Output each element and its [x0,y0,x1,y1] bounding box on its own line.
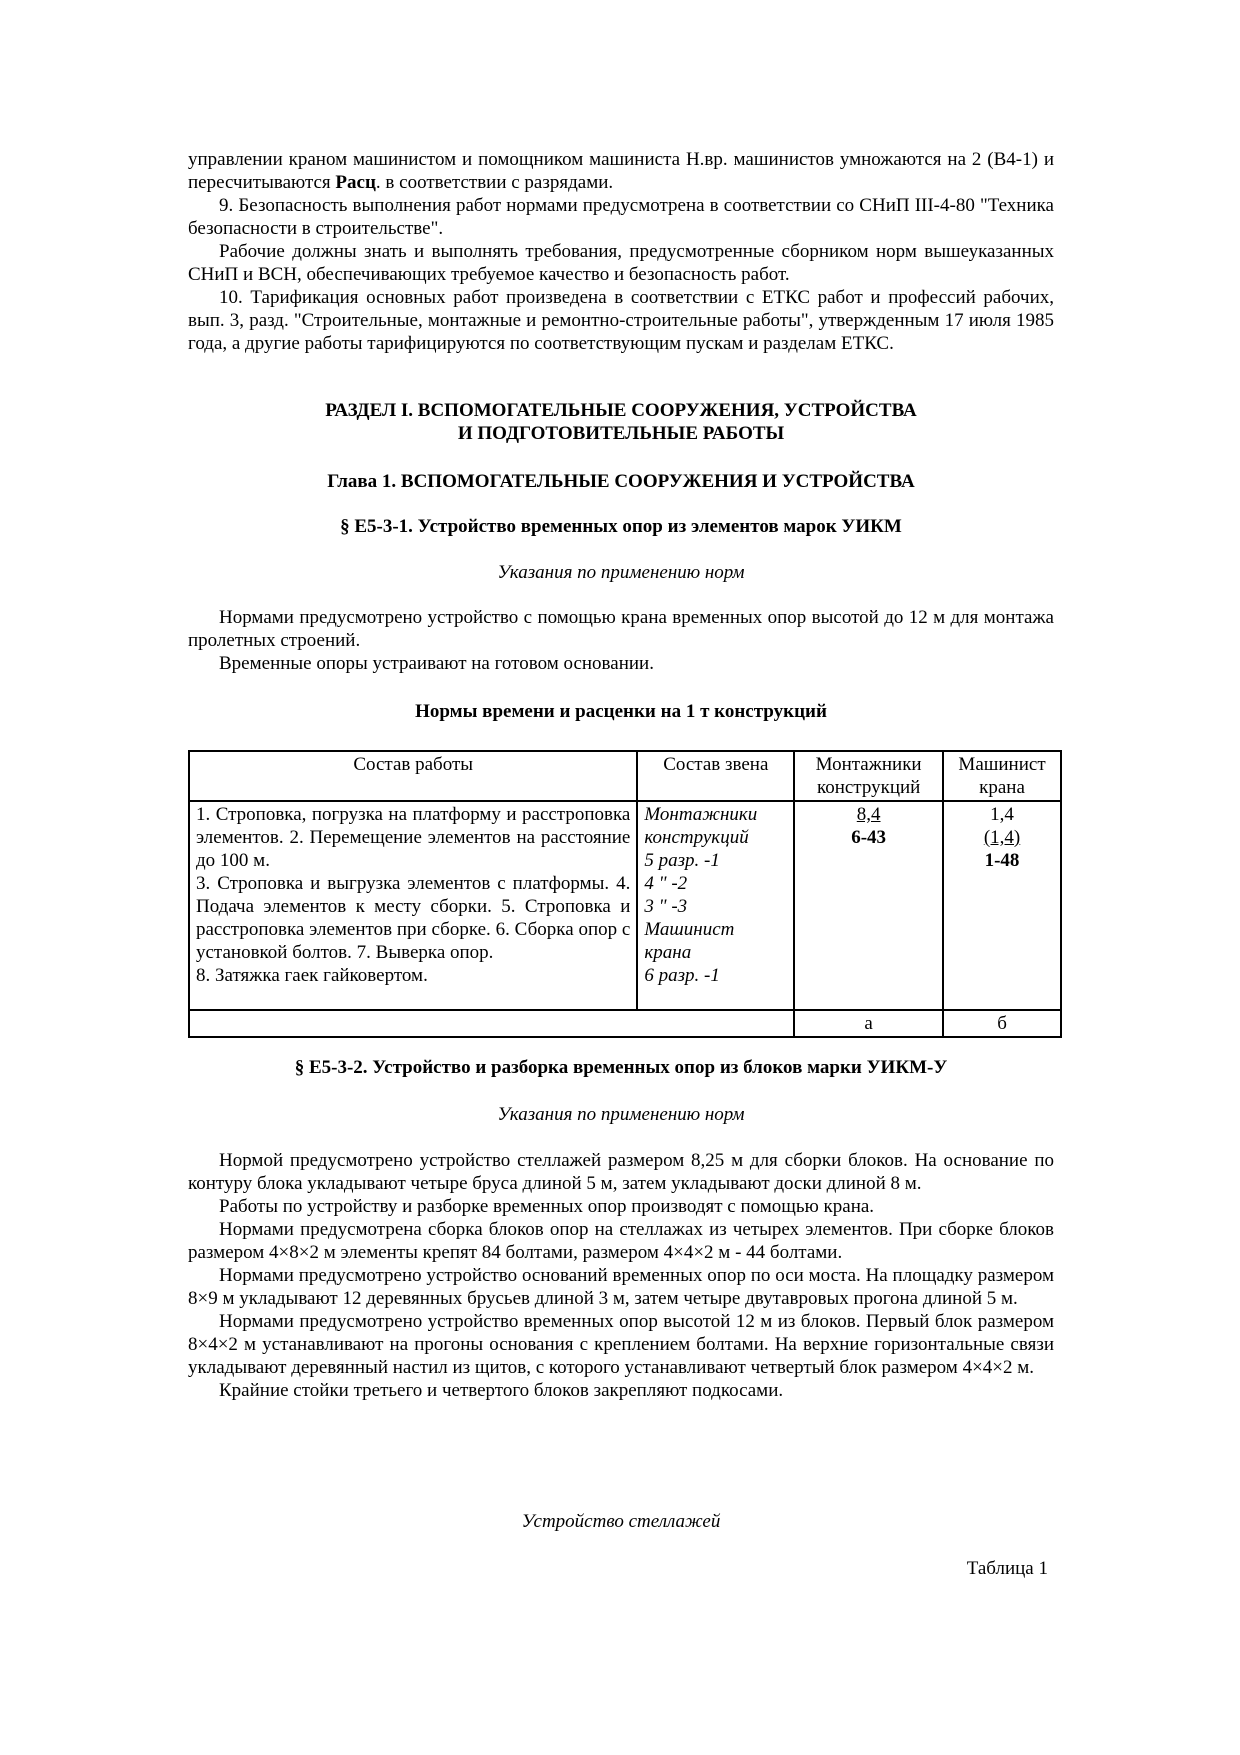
table-row [189,801,1061,1010]
paragraph-2-text-2: Работы по устройству и разборке временных опор производят с помощью крана. [219,1196,875,1217]
paragraph-2-body [188,1149,1054,1402]
paragraph-2-subtitle: Указания по применению норм [497,1104,745,1125]
chapter-heading: Глава 1. ВСПОМОГАТЕЛЬНЫЕ СООРУЖЕНИЯ И УСТРОЙСТВА [327,471,915,492]
section-heading: РАЗДЕЛ I. ВСПОМОГАТЕЛЬНЫЕ СООРУЖЕНИЯ, УСТРОЙСТВА И ПОДГОТОВИТЕЛЬНЫЕ РАБОТЫ [325,400,917,444]
paragraph-1-subtitle: Указания по применению норм [497,562,745,583]
mash-values-cell [943,801,1061,1010]
mash-norm-time-2: (1,4) [983,827,1021,848]
paragraph-2-text-5: Нормами предусмотрено устройство временных опор высотой 12 м из блоков. Первый блок размером 8×4×2 м устанавливают на прогоны основания с креплением болтами. На верхние горизонтальные связи укладывают деревянный настил из щитов, с которого устанавливают четвертый блок размером 4×4×2 м. [188,1311,1054,1378]
mash-norm-time: 1,4 [990,804,1014,825]
norms-table [188,750,1062,1038]
work-line-2: 3. Строповка и выгрузка элементов с платформы. 4. Подача элементов к месту сборки. 5. Строповка и расстроповка элементов при сборке. 6. Сборка опор с установкой болтов. 7. Выверка опор. [196,873,631,963]
index-empty-cell [189,1010,794,1037]
paragraph-2-text-4: Нормами предусмотрено устройство оснований временных опор по оси моста. На площадку размером 8×9 м укладывают 12 деревянных брусьев длиной 3 м, затем четыре двутавровых прогона длиной 5 м. [188,1265,1054,1309]
intro-paragraph-3: Рабочие должны знать и выполнять требования, предусмотренные сборником норм вышеуказанных СНиП и ВСН, обеспечивающих требуемое качество и безопасность работ. [188,241,1054,285]
header-crew: Состав звена [637,751,794,801]
montazh-rate: 6-43 [851,827,887,848]
table-label: Таблица 1 [966,1558,1048,1579]
intro-paragraph-2: 9. Безопасность выполнения работ нормами предусмотрена в соответствии со СНиП III-4-80 "Техника безопасности в строительстве". [188,195,1054,239]
paragraph-1-title: § Е5-3-1. Устройство временных опор из элементов марок УИКМ [340,516,902,537]
intro-block [188,148,1054,355]
paragraph-1-body [188,606,1054,675]
intro-paragraph-1: управлении краном машинистом и помощником машиниста Н.вр. машинистов умножаются на 2 (В4-1) и пересчитываются Расц. в соответствии с разрядами. [188,149,1054,193]
paragraph-1-text-1: Нормами предусмотрено устройство с помощью крана временных опор высотой до 12 м для монтажа пролетных строений. [188,607,1054,651]
work-line-1: 1. Строповка, погрузка на платформу и расстроповка элементов. 2. Перемещение элементов на расстояние до 100 м. [196,804,631,871]
intro-paragraph-4: 10. Тарификация основных работ произведена в соответствии с ЕТКС работ и профессий рабочих, вып. 3, разд. "Строительные, монтажные и ремонтно-строительные работы", утвержденным 17 июля 1985 года, а другие работы тарифицируются по соответствующим пускам и разделам ЕТКС. [188,287,1054,354]
paragraph-2-text-1: Нормой предусмотрено устройство стеллажей размером 8,25 м для сборки блоков. На основание по контуру блока укладывают четыре бруса длиной 5 м, затем укладывают доски длиной 8 м. [188,1150,1054,1194]
paragraph-2-text-6: Крайние стойки третьего и четвертого блоков закрепляют подкосами. [219,1380,784,1401]
header-work: Состав работы [189,751,637,801]
table-title: Нормы времени и расценки на 1 т конструкций [415,701,827,722]
montazh-values-cell [794,801,943,1010]
header-mashinist: Машинист крана [943,751,1061,801]
crew-cell: Монтажники конструкций 5 разр. -1 4 " -2 3 " -3 Машинист крана 6 разр. -1 [637,801,794,1010]
paragraph-2-title: § Е5-3-2. Устройство и разборка временных опор из блоков марки УИКМ-У [294,1057,948,1078]
montazh-norm-time: 8,4 [856,804,881,825]
table-index-row [189,1010,1061,1037]
paragraph-1-text-2: Временные опоры устраивают на готовом основании. [219,653,654,674]
mash-rate: 1-48 [984,850,1020,871]
work-cell [189,801,637,1010]
index-a: а [794,1010,943,1037]
header-montazhniki: Монтажники конструкций [794,751,943,801]
index-b: б [943,1010,1061,1037]
paragraph-2-subtitle-2: Устройство стеллажей [521,1511,721,1532]
work-line-3: 8. Затяжка гаек гайковертом. [196,965,428,986]
table-header-row [189,751,1061,801]
paragraph-2-text-3: Нормами предусмотрена сборка блоков опор на стеллажах из четырех элементов. При сборке блоков размером 4×8×2 м элементы крепят 84 болтами, размером 4×4×2 м - 44 болтами. [188,1219,1054,1263]
